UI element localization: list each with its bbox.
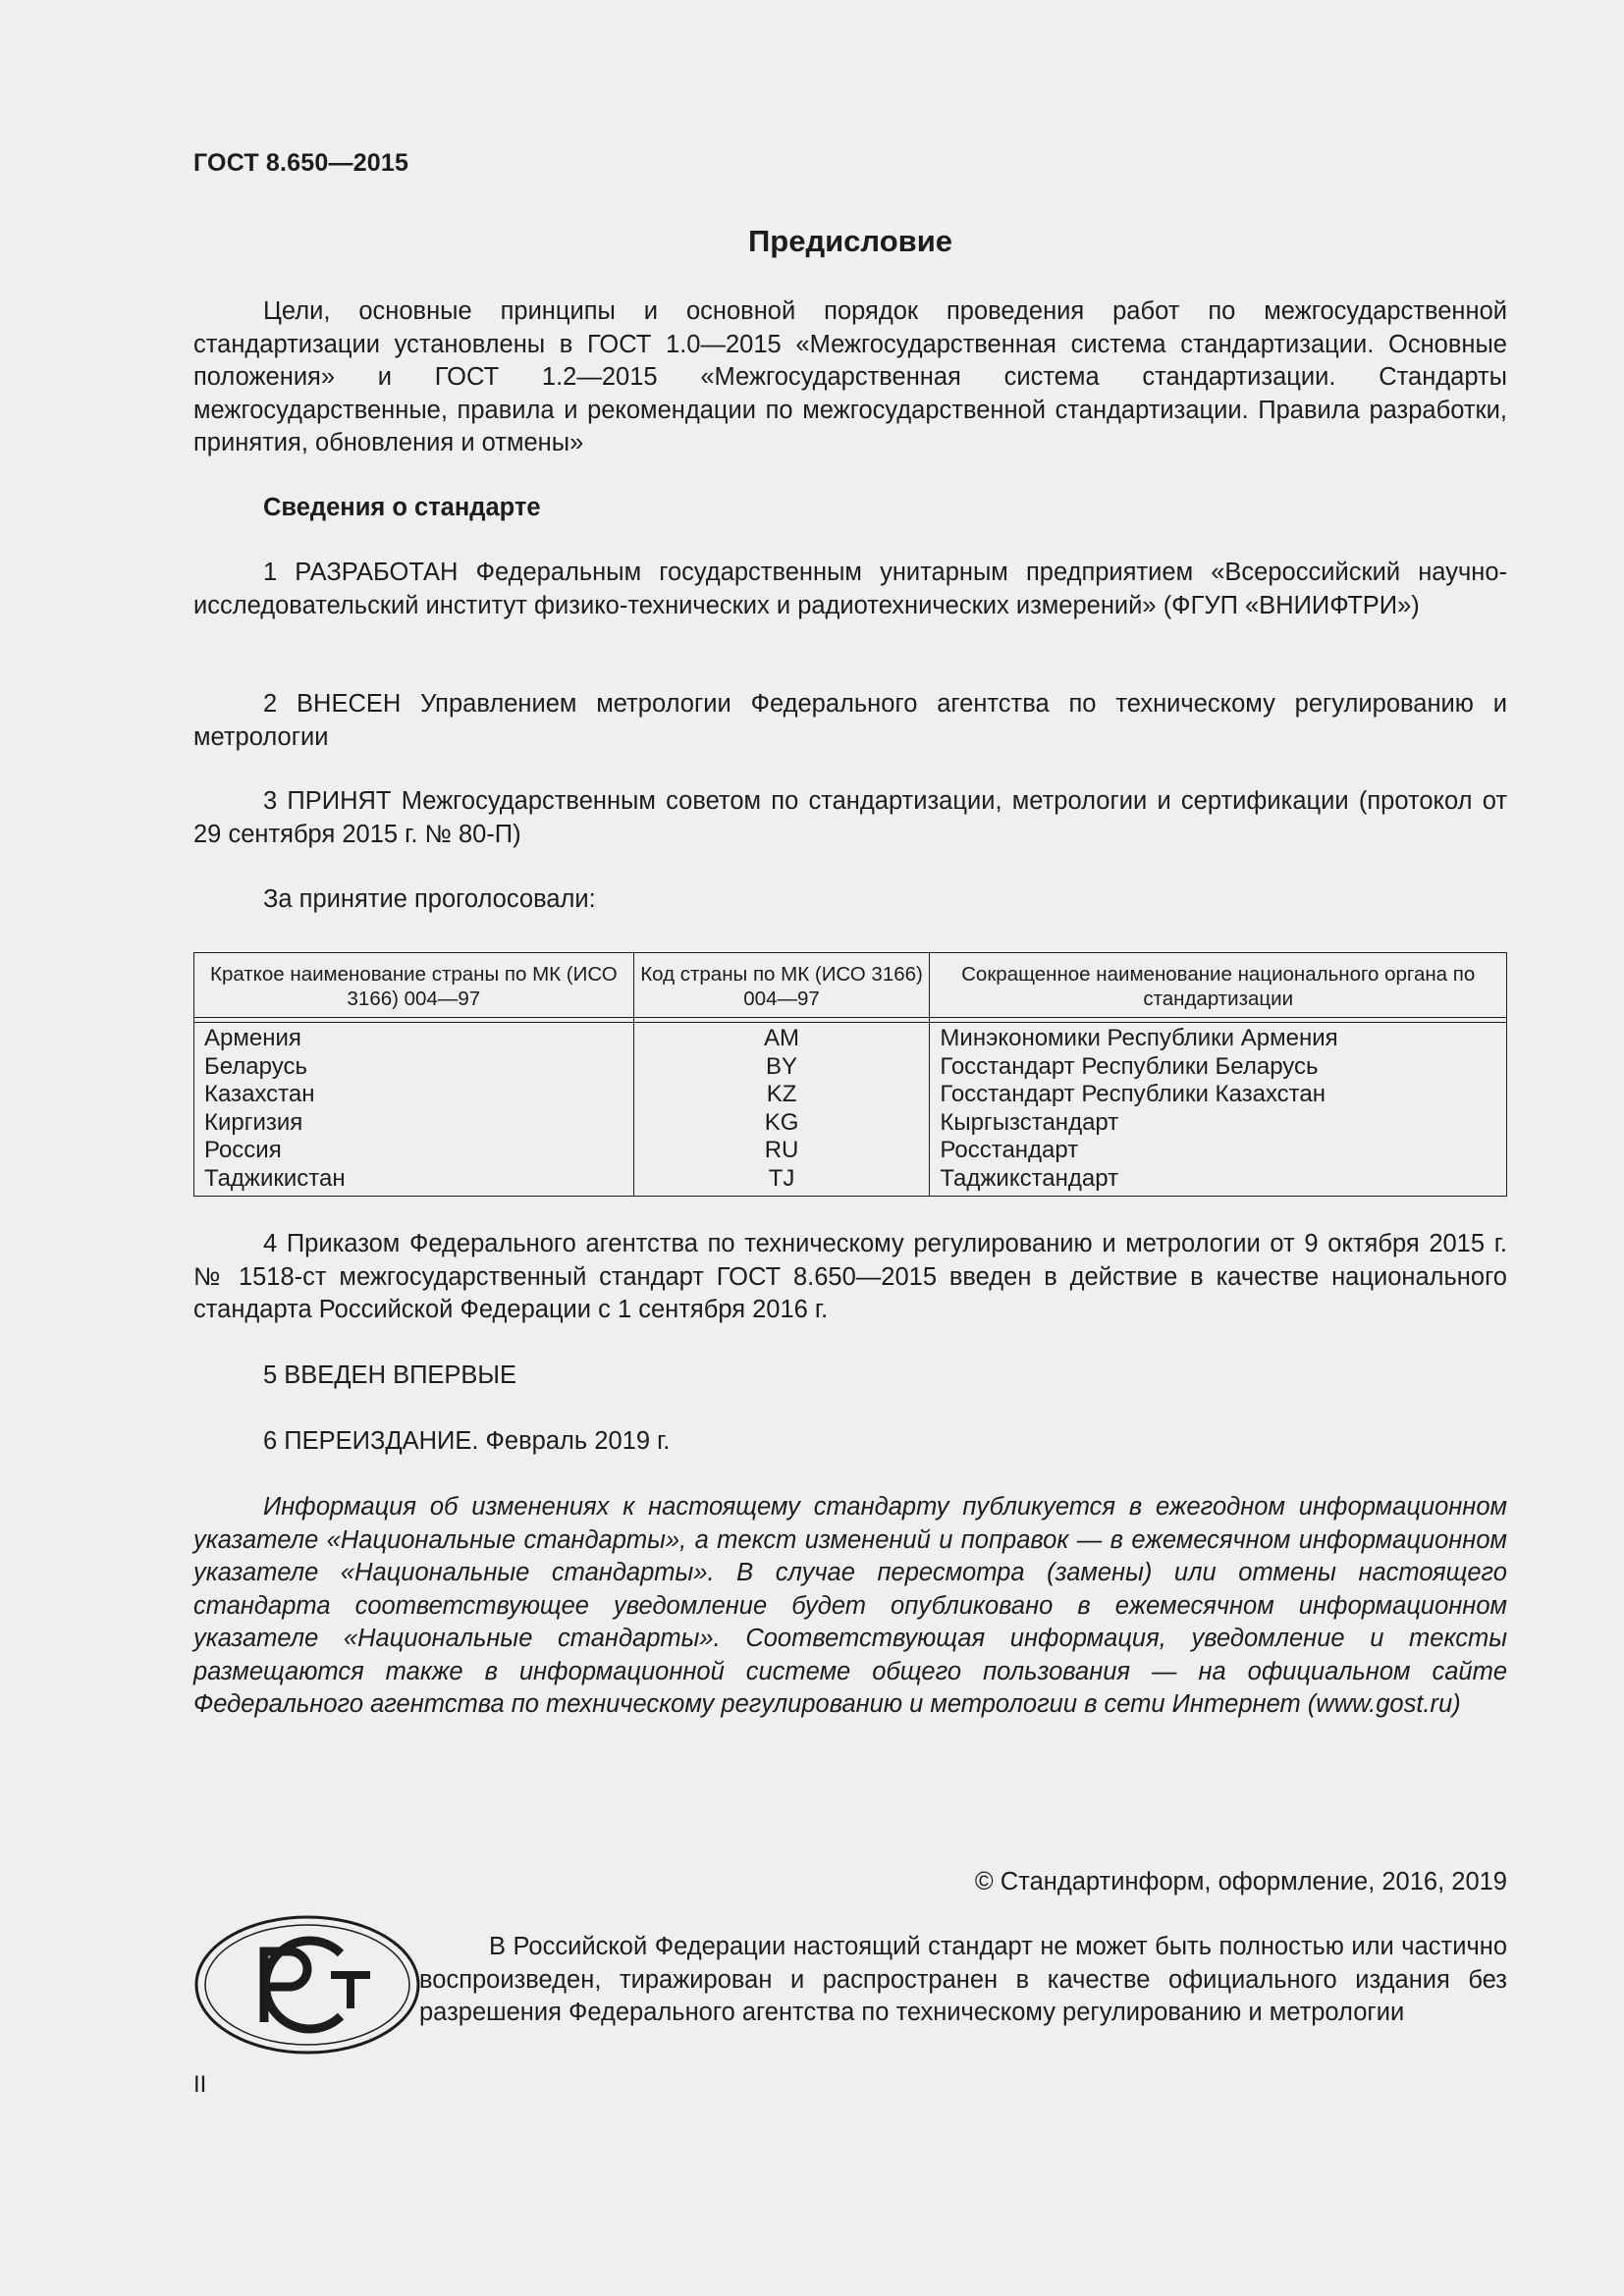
table-row <box>194 1081 1507 1109</box>
copyright-notice: © Стандартинформ, оформление, 2016, 2019 <box>974 1868 1507 1896</box>
item-first-introduced: 5 ВВЕДЕН ВПЕРВЫЕ <box>263 1362 517 1389</box>
voted-label: За принятие проголосовали: <box>263 885 596 913</box>
item-adopted: 3 ПРИНЯТ Межгосударственным советом по стандартизации, метрологии и сертификации (протокол от 29 сентября 2015 г. № 80-П) <box>193 787 1507 848</box>
table-row <box>194 1053 1507 1082</box>
standards-body: Кыргызстандарт <box>930 1109 1507 1138</box>
item-developed: 1 РАЗРАБОТАН Федеральным государственным унитарным предприятием «Всероссийский научно-исследовательский институт физико-технических и радиотехнических измерений» (ФГУП «ВНИИФТРИ») <box>193 559 1507 619</box>
header-standards-body: Сокращенное наименование национального органа по стандартизации <box>930 953 1507 1018</box>
reproduction-notice: В Российской Федерации настоящий стандарт не может быть полностью или частично воспроизведен, тиражирован и распространен в качестве официального издания без разрешения Федерального агентства по техническому регулированию и метрологии <box>419 1933 1507 2026</box>
table-row <box>194 1165 1507 1197</box>
item-introduced: 2 ВНЕСЕН Управлением метрологии Федерального агентства по техническому регулированию и метрологии <box>193 690 1507 751</box>
header-country-code: Код страны по МК (ИСО 3166) 004—97 <box>633 953 930 1018</box>
info-heading: Сведения о стандарте <box>263 494 541 521</box>
country-code: TJ <box>633 1165 930 1197</box>
intro-paragraph: Цели, основные принципы и основной порядок проведения работ по межгосударственной стандартизации установлены в ГОСТ 1.0—2015 «Межгосударственная система стандартизации. Основные положения» и ГОСТ 1.2—2015 «Межгосударственная система стандартизации. Стандарты межгосударственные, правила и рекомендации по межгосударственной стандартизации. Правила разработки, принятия, обновления и отмены» <box>193 297 1507 456</box>
country-name: Киргизия <box>194 1109 634 1138</box>
table-row <box>194 1137 1507 1165</box>
standards-body: Минэкономики Республики Армения <box>930 1023 1507 1053</box>
country-code: BY <box>633 1053 930 1082</box>
country-code: KZ <box>633 1081 930 1109</box>
country-code: RU <box>633 1137 930 1165</box>
countries-table <box>193 952 1507 1197</box>
changes-notice: Информация об изменениях к настоящему стандарту публикуется в ежегодном информационном указателе «Национальные стандарты», а текст изменений и поправок — в ежемесячном информационном указателе «Национальные стандарты». В случае пересмотра (замены) или отмены настоящего стандарта соответствующее уведомление будет опубликовано в ежемесячном информационном указателе «Национальные стандарты». Соответствующая информация, уведомление и тексты размещаются также в информационной системе общего пользования — на официальном сайте Федерального агентства по техническому регулированию и метрологии в сети Интернет (www.gost.ru) <box>193 1493 1507 1718</box>
country-name: Беларусь <box>194 1053 634 1082</box>
pct-certification-mark-icon <box>193 1914 421 2056</box>
country-name: Таджикистан <box>194 1165 634 1197</box>
page-number: II <box>193 2071 207 2098</box>
standards-body: Таджикстандарт <box>930 1165 1507 1197</box>
standards-body: Росстандарт <box>930 1137 1507 1165</box>
table-row <box>194 1109 1507 1138</box>
country-name: Россия <box>194 1137 634 1165</box>
country-code: KG <box>633 1109 930 1138</box>
item-order: 4 Приказом Федерального агентства по техническому регулированию и метрологии от 9 октября 2015 г. № 1518-ст межгосударственный стандарт ГОСТ 8.650—2015 введен в действие в качестве национального стандарта Российской Федерации с 1 сентября 2016 г. <box>193 1230 1507 1323</box>
item-reissue: 6 ПЕРЕИЗДАНИЕ. Февраль 2019 г. <box>263 1427 671 1455</box>
document-page <box>193 0 1507 2296</box>
country-code: AM <box>633 1023 930 1053</box>
country-name: Армения <box>194 1023 634 1053</box>
standards-body: Госстандарт Республики Беларусь <box>930 1053 1507 1082</box>
page-title: Предисловие <box>747 224 952 258</box>
countries-table-wrap <box>193 952 1507 1197</box>
document-code: ГОСТ 8.650—2015 <box>193 149 409 177</box>
header-country-name: Краткое наименование страны по МК (ИСО 3166) 004—97 <box>194 953 634 1018</box>
table-header-row <box>194 953 1507 1018</box>
standards-body: Госстандарт Республики Казахстан <box>930 1081 1507 1109</box>
table-row <box>194 1023 1507 1053</box>
country-name: Казахстан <box>194 1081 634 1109</box>
